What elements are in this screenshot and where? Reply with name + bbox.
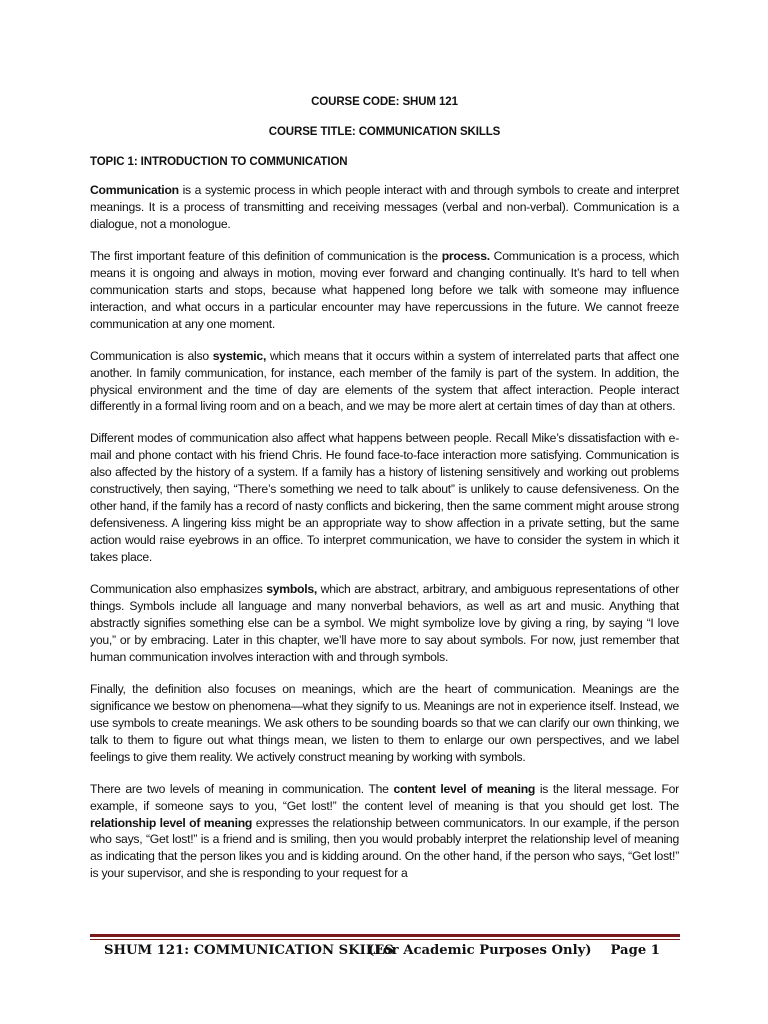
paragraph-symbols xyxy=(90,581,679,666)
term-content-level: content level of meaning xyxy=(393,781,536,796)
paragraph-text: Communication is also xyxy=(90,348,213,363)
footer-rule-thin xyxy=(90,939,680,940)
course-code-heading: COURSE CODE: SHUM 121 xyxy=(311,96,458,108)
paragraph-systemic xyxy=(90,348,679,416)
course-title-heading: COURSE TITLE: COMMUNICATION SKILLS xyxy=(268,126,501,138)
paragraph-text: Finally, the definition also focuses on meanings, which are the heart of communication. Meanings are the significance we bestow on phenomena—what they signify to us. Meanings are not in experience itself. Instead, we use symbols to create meanings. We ask others to be sounding boards so that we can clarify our own thinking, we talk to them to figure out what things mean, we listen to them to enlarge our own perspectives, and we label feelings to give them reality. We actively construct meaning by working with symbols. xyxy=(90,681,679,764)
paragraph-text: which means that it occurs within a system of interrelated parts that affect one another. In family communication, for instance, each member of the family is part of the system. In addition, the physical environment and the time of day are elements of the system that affect interaction. People interact differently in a formal living room and on a beach, and we may be more alert at certain times of day than at others. xyxy=(90,348,679,414)
paragraph-process xyxy=(90,248,679,333)
document-body xyxy=(90,182,679,897)
term-symbols: symbols, xyxy=(266,582,318,597)
paragraph-text: is a systemic process in which people interact with and through symbols to create and interpret meanings. It is a process of transmitting and receiving messages (verbal and non-verbal). Communication is a dialogue, not a monologue. xyxy=(90,183,679,231)
paragraph-text: expresses the relationship between communicators. In our example, if the person who says, “Get lost!” is a friend and is smiling, then you would probably interpret the relationship level of meaning as indicating that the person likes you and is kidding around. On the other hand, if the person who says, “Get lost!” is your supervisor, and she is responding to your request for a xyxy=(90,815,679,881)
paragraph-definition xyxy=(90,182,679,233)
footer-note: (For Academic Purposes Only) xyxy=(368,943,592,958)
term-process: process. xyxy=(441,248,490,263)
paragraph-text: is the literal message. For example, if someone says to you, “Get lost!” the content level of meaning is that you should get lost. The xyxy=(90,781,679,813)
paragraph-text: There are two levels of meaning in communication. The xyxy=(90,781,394,796)
term-communication: Communication xyxy=(90,183,179,197)
paragraph-text: The first important feature of this definition of communication is the xyxy=(90,248,442,263)
paragraph-modes xyxy=(90,430,679,566)
term-relationship-level: relationship level of meaning xyxy=(90,815,253,830)
paragraph-text: Communication also emphasizes xyxy=(90,582,267,597)
topic-heading: TOPIC 1: INTRODUCTION TO COMMUNICATION xyxy=(90,156,348,168)
paragraph-text: Communication is a process, which means it is ongoing and always in motion, moving ever forward and changing continually. It’s hard to tell when communication starts and stops, because what happened long before we talk with someone may influence interaction, and what occurs in a particular encounter may have repercussions in the future. We cannot freeze communication at any one moment. xyxy=(90,248,679,331)
footer-rule-thick xyxy=(90,934,680,937)
term-systemic: systemic, xyxy=(212,348,267,363)
footer-course: SHUM 121: COMMUNICATION SKILLS xyxy=(104,943,394,958)
paragraph-meanings xyxy=(90,681,679,766)
footer-page-number: Page 1 xyxy=(610,943,660,958)
paragraph-text: Different modes of communication also affect what happens between people. Recall Mike’s dissatisfaction with e-mail and phone contact with his friend Chris. He found face-to-face interaction more satisfying. Communication is also affected by the history of a system. If a family has a history of listening sensitively and working out problems constructively, then saying, “There’s something we need to talk about” is unlikely to cause defensiveness. On the other hand, if the family has a record of nasty conflicts and bickering, then the same comment might arouse strong defensiveness. A lingering kiss might be an appropriate way to show affection in a private setting, but the same action would raise eyebrows in an office. To interpret communication, we have to consider the system in which it takes place. xyxy=(90,431,679,565)
paragraph-text: which are abstract, arbitrary, and ambiguous representations of other things. Symbols include all language and many nonverbal behaviors, as well as art and music. Anything that abstractly signifies something else can be a symbol. We might symbolize love by giving a ring, by saying “I love you,” or by embracing. Later in this chapter, we’ll have more to say about symbols. For now, just remember that human communication involves interaction with and through symbols. xyxy=(90,582,679,664)
paragraph-levels xyxy=(90,781,679,883)
